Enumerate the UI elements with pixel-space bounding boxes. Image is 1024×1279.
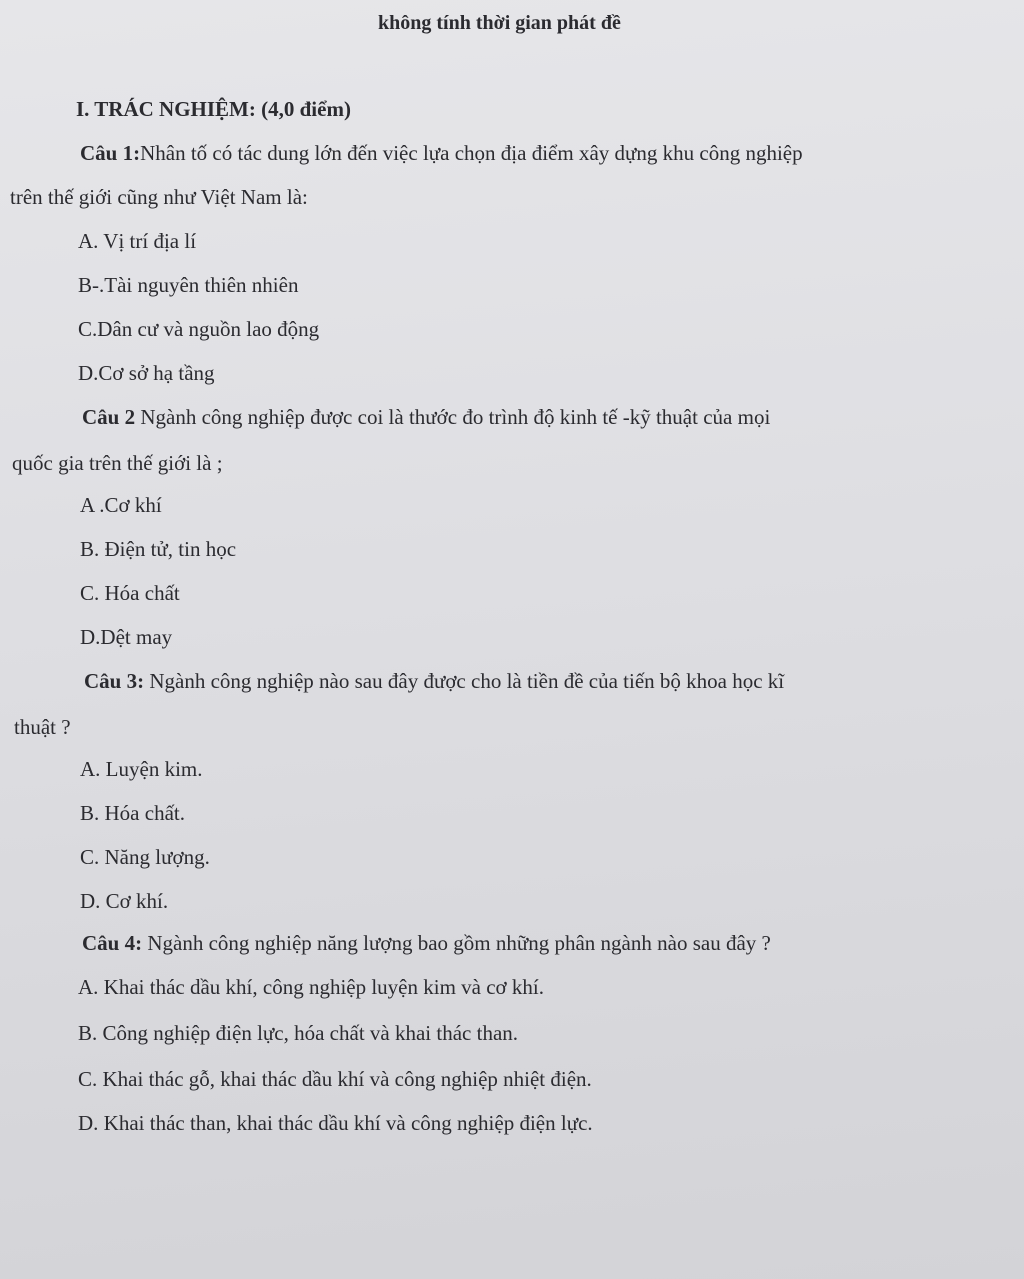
question-2-label: Câu 2 <box>82 405 136 429</box>
question-1-option-a: A. Vị trí địa lí <box>78 229 197 253</box>
question-3-option-c: C. Năng lượng. <box>80 845 210 869</box>
question-3-line2: thuật ? <box>14 715 71 739</box>
question-1-text: Nhân tố có tác dung lớn đến việc lựa chọn địa điểm xây dựng khu công nghiệp <box>140 141 803 165</box>
question-2-text: Ngành công nghiệp được coi là thước đo trình độ kinh tế -kỹ thuật của mọi <box>135 405 771 429</box>
question-3-option-b: B. Hóa chất. <box>80 801 185 825</box>
question-4-option-a: A. Khai thác dầu khí, công nghiệp luyện kim và cơ khí. <box>78 975 544 999</box>
question-3-line1 <box>84 668 784 694</box>
question-2-option-b: B. Điện tử, tin học <box>80 537 237 561</box>
question-2-line1 <box>82 404 770 430</box>
question-4-option-b: B. Công nghiệp điện lực, hóa chất và khai thác than. <box>78 1021 519 1045</box>
question-1-option-c: C.Dân cư và nguồn lao động <box>78 317 320 341</box>
question-1-option-b: B-.Tài nguyên thiên nhiên <box>78 273 299 297</box>
question-2-option-d: D.Dệt may <box>80 625 173 649</box>
question-3-text: Ngành công nghiệp nào sau đây được cho là tiền đề của tiến bộ khoa học kĩ <box>144 669 785 693</box>
question-1-label: Câu 1: <box>80 141 141 165</box>
question-4-option-c: C. Khai thác gỗ, khai thác dầu khí và công nghiệp nhiệt điện. <box>78 1067 592 1091</box>
question-3-label: Câu 3: <box>84 669 145 693</box>
question-4-label: Câu 4: <box>82 931 143 955</box>
question-2-line2: quốc gia trên thế giới là ; <box>12 451 223 475</box>
question-2-option-c: C. Hóa chất <box>80 581 180 605</box>
header-note: không tính thời gian phát đề <box>378 12 621 34</box>
question-3-option-d: D. Cơ khí. <box>80 889 169 913</box>
question-1-option-d: D.Cơ sở hạ tầng <box>78 361 215 385</box>
question-4-option-d: D. Khai thác than, khai thác dầu khí và công nghiệp điện lực. <box>78 1111 593 1135</box>
question-4-line1 <box>82 930 771 956</box>
question-2-option-a: A .Cơ khí <box>80 493 162 517</box>
section-title: I. TRÁC NGHIỆM: (4,0 điểm) <box>76 97 351 121</box>
question-4-text: Ngành công nghiệp năng lượng bao gồm những phân ngành nào sau đây ? <box>142 931 771 955</box>
question-1-line2: trên thế giới cũng như Việt Nam là: <box>10 185 308 209</box>
question-3-option-a: A. Luyện kim. <box>80 757 203 781</box>
question-1-line1 <box>80 140 803 166</box>
